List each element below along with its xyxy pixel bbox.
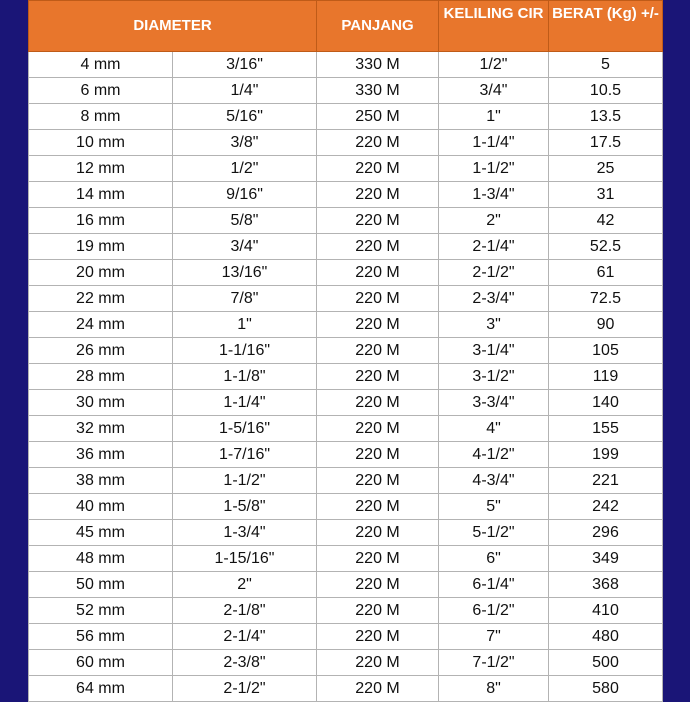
table-row (29, 208, 663, 234)
table-row (29, 624, 663, 650)
table-row (29, 312, 663, 338)
table-row (29, 260, 663, 286)
table-row (29, 182, 663, 208)
cell-diameter-mm: 19 mm (29, 234, 173, 260)
table-row (29, 234, 663, 260)
table-row (29, 52, 663, 78)
cell-diameter-mm: 26 mm (29, 338, 173, 364)
cell-berat: 500 (549, 650, 663, 676)
cell-berat: 17.5 (549, 130, 663, 156)
cell-berat: 72.5 (549, 286, 663, 312)
header-diameter: DIAMETER (29, 1, 317, 52)
cell-diameter-mm: 20 mm (29, 260, 173, 286)
cell-diameter-mm: 56 mm (29, 624, 173, 650)
cell-diameter-inch: 1-1/4" (173, 390, 317, 416)
cell-keliling: 1" (439, 104, 549, 130)
cell-keliling: 2-3/4" (439, 286, 549, 312)
cell-keliling: 8" (439, 676, 549, 702)
cell-diameter-mm: 12 mm (29, 156, 173, 182)
table-row (29, 650, 663, 676)
cell-berat: 221 (549, 468, 663, 494)
cell-diameter-inch: 2-3/8" (173, 650, 317, 676)
table-row (29, 78, 663, 104)
header-berat: BERAT (Kg) +/- (549, 1, 663, 52)
cell-diameter-inch: 2-1/2" (173, 676, 317, 702)
cell-panjang: 250 M (317, 104, 439, 130)
cell-diameter-inch: 2-1/8" (173, 598, 317, 624)
cell-keliling: 2" (439, 208, 549, 234)
cell-diameter-inch: 13/16" (173, 260, 317, 286)
cell-diameter-inch: 7/8" (173, 286, 317, 312)
cell-keliling: 3" (439, 312, 549, 338)
table-row (29, 546, 663, 572)
cell-berat: 31 (549, 182, 663, 208)
cell-diameter-mm: 28 mm (29, 364, 173, 390)
cell-diameter-mm: 60 mm (29, 650, 173, 676)
table-row (29, 416, 663, 442)
header-panjang: PANJANG (317, 1, 439, 52)
header-row (29, 1, 663, 52)
table-header (29, 1, 663, 52)
cell-keliling: 4-1/2" (439, 442, 549, 468)
cell-berat: 10.5 (549, 78, 663, 104)
cell-panjang: 220 M (317, 390, 439, 416)
cell-diameter-mm: 16 mm (29, 208, 173, 234)
cell-diameter-inch: 2-1/4" (173, 624, 317, 650)
cell-diameter-mm: 64 mm (29, 676, 173, 702)
cell-panjang: 220 M (317, 546, 439, 572)
cell-panjang: 330 M (317, 52, 439, 78)
cell-diameter-mm: 22 mm (29, 286, 173, 312)
cell-keliling: 6" (439, 546, 549, 572)
cell-keliling: 4-3/4" (439, 468, 549, 494)
table-row (29, 572, 663, 598)
cell-keliling: 3/4" (439, 78, 549, 104)
cell-diameter-mm: 36 mm (29, 442, 173, 468)
cell-diameter-mm: 38 mm (29, 468, 173, 494)
cell-berat: 155 (549, 416, 663, 442)
cell-diameter-inch: 1" (173, 312, 317, 338)
header-keliling: KELILING CIR (439, 1, 549, 52)
cell-keliling: 1-1/4" (439, 130, 549, 156)
cell-diameter-mm: 50 mm (29, 572, 173, 598)
cell-keliling: 6-1/2" (439, 598, 549, 624)
cell-diameter-inch: 1-7/16" (173, 442, 317, 468)
cell-berat: 13.5 (549, 104, 663, 130)
table-row (29, 442, 663, 468)
table-row (29, 286, 663, 312)
cell-diameter-inch: 5/8" (173, 208, 317, 234)
cell-panjang: 330 M (317, 78, 439, 104)
cell-keliling: 6-1/4" (439, 572, 549, 598)
cell-panjang: 220 M (317, 442, 439, 468)
cell-panjang: 220 M (317, 416, 439, 442)
cell-berat: 105 (549, 338, 663, 364)
cell-diameter-inch: 3/16" (173, 52, 317, 78)
cell-diameter-inch: 9/16" (173, 182, 317, 208)
cell-diameter-mm: 8 mm (29, 104, 173, 130)
table-row (29, 520, 663, 546)
cell-berat: 199 (549, 442, 663, 468)
cell-diameter-mm: 30 mm (29, 390, 173, 416)
cell-panjang: 220 M (317, 260, 439, 286)
cell-panjang: 220 M (317, 234, 439, 260)
table-row (29, 598, 663, 624)
cell-diameter-inch: 5/16" (173, 104, 317, 130)
cell-panjang: 220 M (317, 364, 439, 390)
cell-diameter-inch: 1-1/16" (173, 338, 317, 364)
cell-berat: 42 (549, 208, 663, 234)
cell-berat: 580 (549, 676, 663, 702)
cell-panjang: 220 M (317, 312, 439, 338)
cell-diameter-inch: 1-5/8" (173, 494, 317, 520)
cell-berat: 90 (549, 312, 663, 338)
cell-panjang: 220 M (317, 338, 439, 364)
cell-keliling: 1-1/2" (439, 156, 549, 182)
cell-diameter-inch: 1-1/2" (173, 468, 317, 494)
table-row (29, 676, 663, 702)
cell-diameter-inch: 1-15/16" (173, 546, 317, 572)
cell-diameter-inch: 1-5/16" (173, 416, 317, 442)
cell-diameter-mm: 4 mm (29, 52, 173, 78)
table-row (29, 104, 663, 130)
cell-diameter-inch: 2" (173, 572, 317, 598)
cell-diameter-mm: 6 mm (29, 78, 173, 104)
cell-berat: 242 (549, 494, 663, 520)
cell-keliling: 2-1/4" (439, 234, 549, 260)
cell-berat: 52.5 (549, 234, 663, 260)
cell-keliling: 4" (439, 416, 549, 442)
cell-keliling: 2-1/2" (439, 260, 549, 286)
table-row (29, 156, 663, 182)
cell-panjang: 220 M (317, 286, 439, 312)
cell-panjang: 220 M (317, 520, 439, 546)
cell-berat: 296 (549, 520, 663, 546)
cell-panjang: 220 M (317, 598, 439, 624)
table-row (29, 130, 663, 156)
cell-panjang: 220 M (317, 130, 439, 156)
cell-berat: 61 (549, 260, 663, 286)
table-row (29, 364, 663, 390)
cell-diameter-mm: 14 mm (29, 182, 173, 208)
cell-berat: 119 (549, 364, 663, 390)
cell-panjang: 220 M (317, 494, 439, 520)
cell-keliling: 7" (439, 624, 549, 650)
cell-diameter-mm: 10 mm (29, 130, 173, 156)
cell-diameter-mm: 24 mm (29, 312, 173, 338)
cell-diameter-inch: 1-3/4" (173, 520, 317, 546)
rope-spec-table (28, 0, 663, 702)
cell-panjang: 220 M (317, 650, 439, 676)
cell-berat: 480 (549, 624, 663, 650)
cell-diameter-mm: 32 mm (29, 416, 173, 442)
cell-berat: 349 (549, 546, 663, 572)
cell-diameter-inch: 1/2" (173, 156, 317, 182)
cell-berat: 25 (549, 156, 663, 182)
cell-panjang: 220 M (317, 468, 439, 494)
cell-panjang: 220 M (317, 156, 439, 182)
cell-keliling: 5" (439, 494, 549, 520)
cell-berat: 140 (549, 390, 663, 416)
cell-diameter-mm: 48 mm (29, 546, 173, 572)
cell-keliling: 5-1/2" (439, 520, 549, 546)
table-row (29, 468, 663, 494)
cell-keliling: 1-3/4" (439, 182, 549, 208)
cell-berat: 5 (549, 52, 663, 78)
table-row (29, 494, 663, 520)
cell-panjang: 220 M (317, 624, 439, 650)
cell-diameter-inch: 3/8" (173, 130, 317, 156)
cell-panjang: 220 M (317, 572, 439, 598)
cell-berat: 368 (549, 572, 663, 598)
cell-keliling: 3-1/4" (439, 338, 549, 364)
table-body (29, 52, 663, 702)
cell-diameter-inch: 1/4" (173, 78, 317, 104)
cell-keliling: 3-1/2" (439, 364, 549, 390)
cell-panjang: 220 M (317, 182, 439, 208)
cell-diameter-inch: 1-1/8" (173, 364, 317, 390)
table-row (29, 338, 663, 364)
cell-diameter-mm: 40 mm (29, 494, 173, 520)
cell-keliling: 7-1/2" (439, 650, 549, 676)
cell-panjang: 220 M (317, 208, 439, 234)
cell-diameter-inch: 3/4" (173, 234, 317, 260)
cell-keliling: 3-3/4" (439, 390, 549, 416)
cell-keliling: 1/2" (439, 52, 549, 78)
table-row (29, 390, 663, 416)
cell-diameter-mm: 45 mm (29, 520, 173, 546)
cell-diameter-mm: 52 mm (29, 598, 173, 624)
cell-berat: 410 (549, 598, 663, 624)
cell-panjang: 220 M (317, 676, 439, 702)
